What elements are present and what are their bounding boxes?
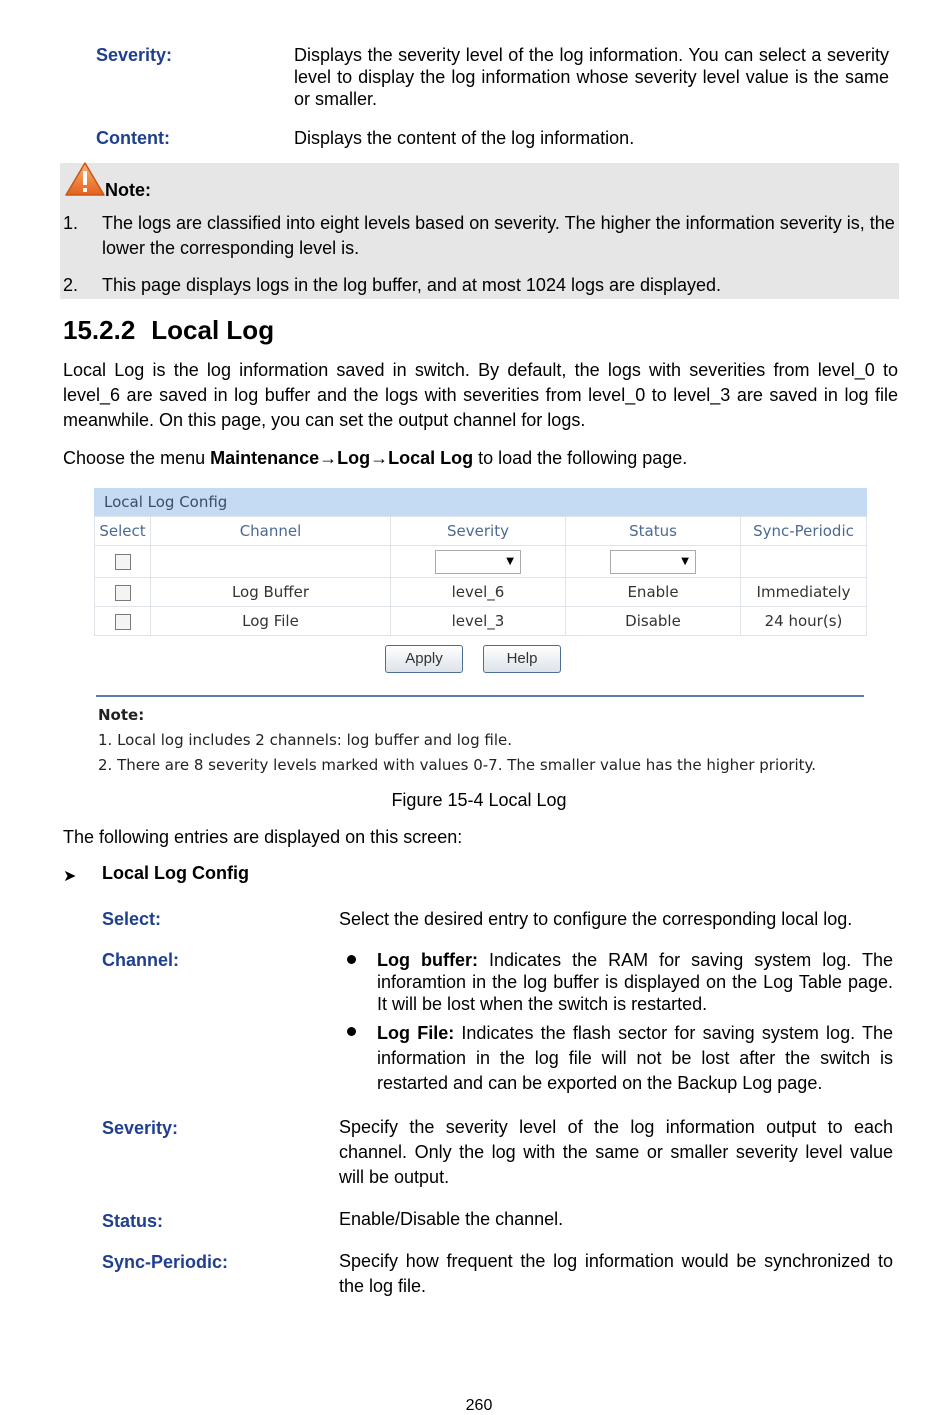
help-button[interactable]: Help	[483, 645, 561, 673]
def-channel-bullet-1	[377, 949, 893, 1015]
divider	[96, 695, 864, 697]
ui-note-2: 2. There are 8 severity levels marked with values 0-7. The smaller value has the higher priority.	[98, 756, 817, 774]
chevron-down-icon: ▼	[506, 555, 514, 567]
ui-note-1: 1. Local log includes 2 channels: log buffer and log file.	[98, 731, 512, 749]
warning-icon	[64, 161, 106, 197]
cell-status: Enable	[566, 578, 741, 607]
panel-title: Local Log Config	[94, 488, 867, 516]
ui-note-label: Note:	[98, 706, 145, 724]
header-status: Status	[566, 517, 741, 546]
figure-caption: Figure 15-4 Local Log	[391, 790, 567, 810]
def-term-severity-top: Severity:	[96, 45, 173, 65]
def-desc-severity: Specify the severity level of the log information output to each channel. Only the log with the same or smaller severity level value will be output.	[339, 1117, 893, 1187]
row-checkbox-log-buffer[interactable]	[115, 585, 131, 601]
table-header-row	[95, 517, 867, 546]
table-row	[95, 607, 867, 636]
row-checkbox-log-file[interactable]	[115, 614, 131, 630]
cell-sync-periodic: Immediately	[741, 578, 867, 607]
table-row-batch	[95, 546, 867, 578]
def-channel-bullet-2	[377, 1021, 893, 1096]
bullet-icon	[347, 1027, 356, 1036]
page-number: 260	[465, 1397, 493, 1414]
chevron-down-icon: ▼	[681, 555, 689, 567]
menu-path: Maintenance→Log→Local Log	[210, 448, 474, 468]
bullet-1-label: Log buffer:	[377, 950, 478, 970]
header-channel: Channel	[151, 517, 391, 546]
note-num-1: 1.	[63, 213, 79, 233]
cell-channel: Log File	[151, 607, 391, 636]
def-desc-select: Select the desired entry to configure the corresponding local log.	[339, 909, 853, 929]
menu-pre: Choose the menu	[63, 448, 211, 468]
cell-channel: Log Buffer	[151, 578, 391, 607]
table-row	[95, 578, 867, 607]
bullet-icon	[347, 955, 356, 964]
arrow-bullet-icon: ➤	[63, 868, 77, 885]
note-label: Note:	[105, 180, 151, 200]
status-select-batch[interactable]	[610, 550, 696, 574]
select-all-checkbox[interactable]	[115, 554, 131, 570]
def-term-content-top: Content:	[96, 128, 170, 148]
cell-status: Disable	[566, 607, 741, 636]
section-title: Local Log	[151, 315, 275, 345]
bullet-2-text: Indicates the flash sector for saving system log. The information in the log file will not be lost after the switch is restarted and can be exported on the Backup Log page.	[377, 1023, 893, 1093]
cell-severity: level_6	[391, 578, 566, 607]
def-term-channel: Channel:	[102, 950, 180, 970]
section-number: 15.2.2	[63, 315, 136, 345]
note-text-2: This page displays logs in the log buffer, and at most 1024 logs are displayed.	[102, 275, 722, 295]
note-num-2: 2.	[63, 275, 79, 295]
subsection-title: Local Log Config	[102, 863, 249, 883]
apply-button[interactable]: Apply	[385, 645, 463, 673]
config-table	[94, 516, 867, 636]
cell-sync-periodic: 24 hour(s)	[741, 607, 867, 636]
menu-post: to load the following page.	[473, 448, 688, 468]
intro-paragraph: Local Log is the log information saved in switch. By default, the logs with severities from level_0 to level_6 are saved in log buffer and the logs with severities from level_0 to level_3 are saved in log file meanwhile. On this page, you can set the output channel for logs.	[63, 360, 898, 430]
def-desc-content-top: Displays the content of the log information.	[294, 128, 635, 148]
bullet-2-label: Log File:	[377, 1023, 455, 1043]
def-term-severity: Severity:	[102, 1118, 179, 1138]
header-select: Select	[95, 517, 151, 546]
bullet-1-text: Indicates the RAM for saving system log. The inforamtion in the log buffer is displayed on the Log Table page. It will be lost when the switch is restarted.	[377, 950, 893, 1014]
local-log-config-panel	[94, 488, 867, 636]
menu-instruction	[63, 446, 898, 471]
def-desc-severity-top: Displays the severity level of the log information. You can select a severity level to display the log information whose severity level value is the same or smaller.	[294, 45, 889, 109]
severity-select-batch[interactable]	[435, 550, 521, 574]
def-term-sync-periodic: Sync-Periodic:	[102, 1252, 229, 1272]
def-desc-status: Enable/Disable the channel.	[339, 1209, 564, 1229]
section-heading	[63, 315, 274, 346]
def-desc-sync-periodic: Specify how frequent the log information would be synchronized to the log file.	[339, 1251, 893, 1296]
header-severity: Severity	[391, 517, 566, 546]
def-term-select: Select:	[102, 909, 162, 929]
header-sync-periodic: Sync-Periodic	[741, 517, 867, 546]
entries-intro: The following entries are displayed on this screen:	[63, 827, 463, 847]
note-text-1: The logs are classified into eight levels based on severity. The higher the information severity is, the lower the corresponding level is.	[102, 213, 895, 258]
def-term-status: Status:	[102, 1211, 164, 1231]
cell-severity: level_3	[391, 607, 566, 636]
